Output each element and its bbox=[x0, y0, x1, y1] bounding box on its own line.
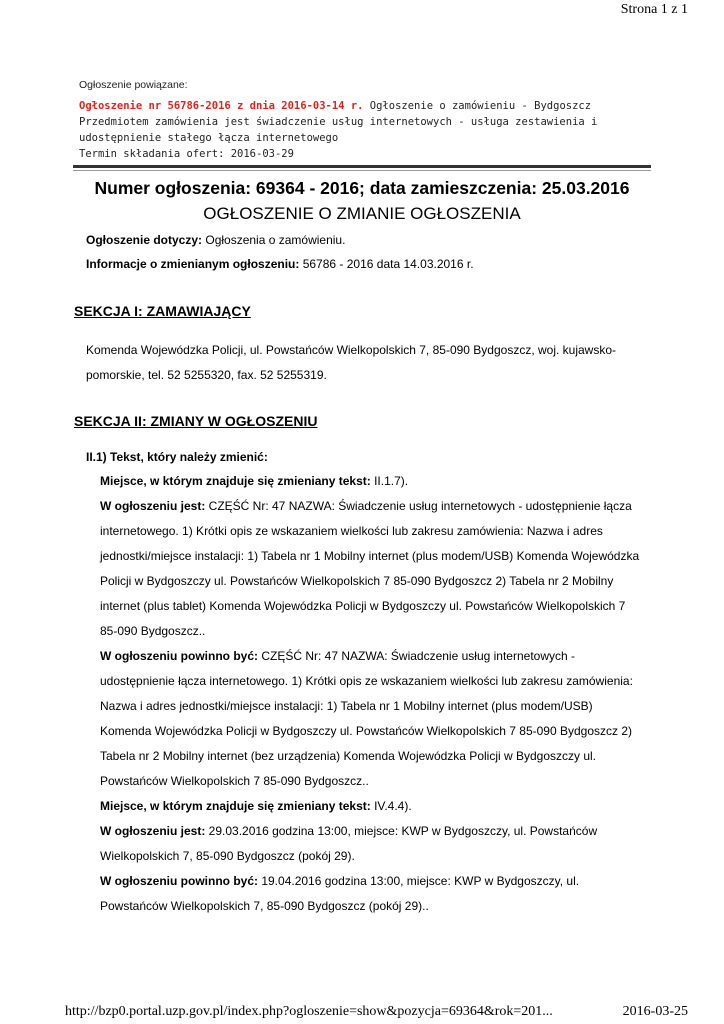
changes-list bbox=[100, 469, 700, 919]
change-should-line: Powstańców Wielkopolskich 7, 85-090 Bydgoszcz (pokój 29).. bbox=[100, 899, 429, 913]
concerns-label: Ogłoszenie dotyczy: bbox=[86, 233, 203, 247]
related-notice-box bbox=[79, 98, 669, 162]
change-is: W ogłoszeniu jest: CZĘŚĆ Nr: 47 NAZWA: Świadczenie usług internetowych - udostępnienie łącza bbox=[100, 499, 632, 513]
change-is-line: 85-090 Bydgoszcz.. bbox=[100, 624, 206, 638]
notice-title: Numer ogłoszenia: 69364 - 2016; data zamieszczenia: 25.03.2016 bbox=[94, 178, 630, 198]
section-1-heading: SEKCJA I: ZAMAWIAJĄCY bbox=[74, 303, 251, 319]
change-should: W ogłoszeniu powinno być: 19.04.2016 godzina 13:00, miejsce: KWP w Bydgoszczy, ul. bbox=[100, 874, 580, 888]
change-is-line: internet (plus tablet) Komenda Wojewódzka Policji w Bydgoszczy ul. Powstańców Wielkopolskich 7 bbox=[100, 599, 626, 613]
change-place: Miejsce, w którym znajduje się zmieniany tekst: II.1.7). bbox=[100, 474, 409, 488]
contracting-authority bbox=[86, 338, 686, 388]
page-number: Strona 1 z 1 bbox=[620, 2, 688, 17]
change-should-line: udostępnienie łącza internetowego. 1) Krótki opis ze wskazaniem wielkości lub zakresu zamówienia: bbox=[100, 674, 633, 688]
changed-info-label: Informacje o zmienianym ogłoszeniu: bbox=[86, 257, 300, 271]
authority-line: Komenda Wojewódzka Policji, ul. Powstańców Wielkopolskich 7, 85-090 Bydgoszcz, woj. kujawsko- bbox=[86, 343, 617, 357]
change-should-line: Tabela nr 2 Mobilny internet (bez urządzenia) Komenda Wojewódzka Policji w Bydgoszczy ul. bbox=[100, 749, 597, 763]
change-should-line: Nazwa i adres jednostki/miejsce instalacji: 1) Tabela nr 1 Mobilny internet (plus modem/USB) bbox=[100, 699, 593, 713]
change-is: W ogłoszeniu jest: 29.03.2016 godzina 13:00, miejsce: KWP w Bydgoszczy, ul. Powstańców bbox=[100, 824, 598, 838]
changed-notice-info bbox=[86, 257, 474, 271]
changes-subheading: II.1) Tekst, który należy zmienić: bbox=[86, 450, 268, 464]
notice-concerns bbox=[86, 233, 345, 247]
related-notice-line bbox=[79, 98, 669, 114]
related-notice-subject: Przedmiotem zamówienia jest świadczenie usług internetowych - usługa zestawienia i udostępnienie stałego łącza internetowego bbox=[79, 116, 598, 144]
change-place: Miejsce, w którym znajduje się zmieniany tekst: IV.4.4). bbox=[100, 799, 412, 813]
change-is-line: internetowego. 1) Krótki opis ze wskazaniem wielkości lub zakresu zamówienia: Nazwa i adres bbox=[100, 524, 603, 538]
change-should: W ogłoszeniu powinno być: CZĘŚĆ Nr: 47 NAZWA: Świadczenie usług internetowych - bbox=[100, 649, 575, 663]
changed-info-value: 56786 - 2016 data 14.03.2016 r. bbox=[299, 257, 474, 271]
divider bbox=[73, 170, 651, 171]
change-is-line: Policji w Bydgoszczy ul. Powstańców Wielkopolskich 7 85-090 Bydgoszcz 2) Tabela nr 2 Mobilny bbox=[100, 574, 614, 588]
authority-line: pomorskie, tel. 52 5255320, fax. 52 5255319. bbox=[86, 368, 327, 382]
change-should-line: Powstańców Wielkopolskich 7 85-090 Bydgoszcz.. bbox=[100, 774, 369, 788]
change-is-line: Wielkopolskich 7, 85-090 Bydgoszcz (pokój 29). bbox=[100, 849, 355, 863]
related-notice-type: Ogłoszenie o zamówieniu - Bydgoszcz bbox=[363, 100, 592, 112]
related-notice-label: Ogłoszenie powiązane: bbox=[79, 79, 188, 91]
divider bbox=[73, 165, 651, 168]
section-2-heading: SEKCJA II: ZMIANY W OGŁOSZENIU bbox=[74, 413, 318, 429]
change-is-line: jednostki/miejsce instalacji: 1) Tabela nr 1 Mobilny internet (plus modem/USB) Komenda Wojewódzka bbox=[100, 549, 640, 563]
footer-date: 2016-03-25 bbox=[622, 1004, 688, 1019]
related-notice-link[interactable]: Ogłoszenie nr 56786-2016 z dnia 2016-03-14 r. bbox=[79, 100, 364, 112]
footer-url[interactable]: http://bzp0.portal.uzp.gov.pl/index.php?ogloszenie=show&pozycja=69364&rok=201... bbox=[65, 1004, 553, 1019]
change-should-line: Komenda Wojewódzka Policji w Bydgoszczy ul. Powstańców Wielkopolskich 7 85-090 Bydgoszcz 2) bbox=[100, 724, 633, 738]
related-notice-deadline: Termin składania ofert: 2016-03-29 bbox=[79, 148, 294, 160]
concerns-value: Ogłoszenia o zamówieniu. bbox=[202, 233, 346, 247]
notice-subtitle: OGŁOSZENIE O ZMIANIE OGŁOSZENIA bbox=[203, 204, 521, 223]
